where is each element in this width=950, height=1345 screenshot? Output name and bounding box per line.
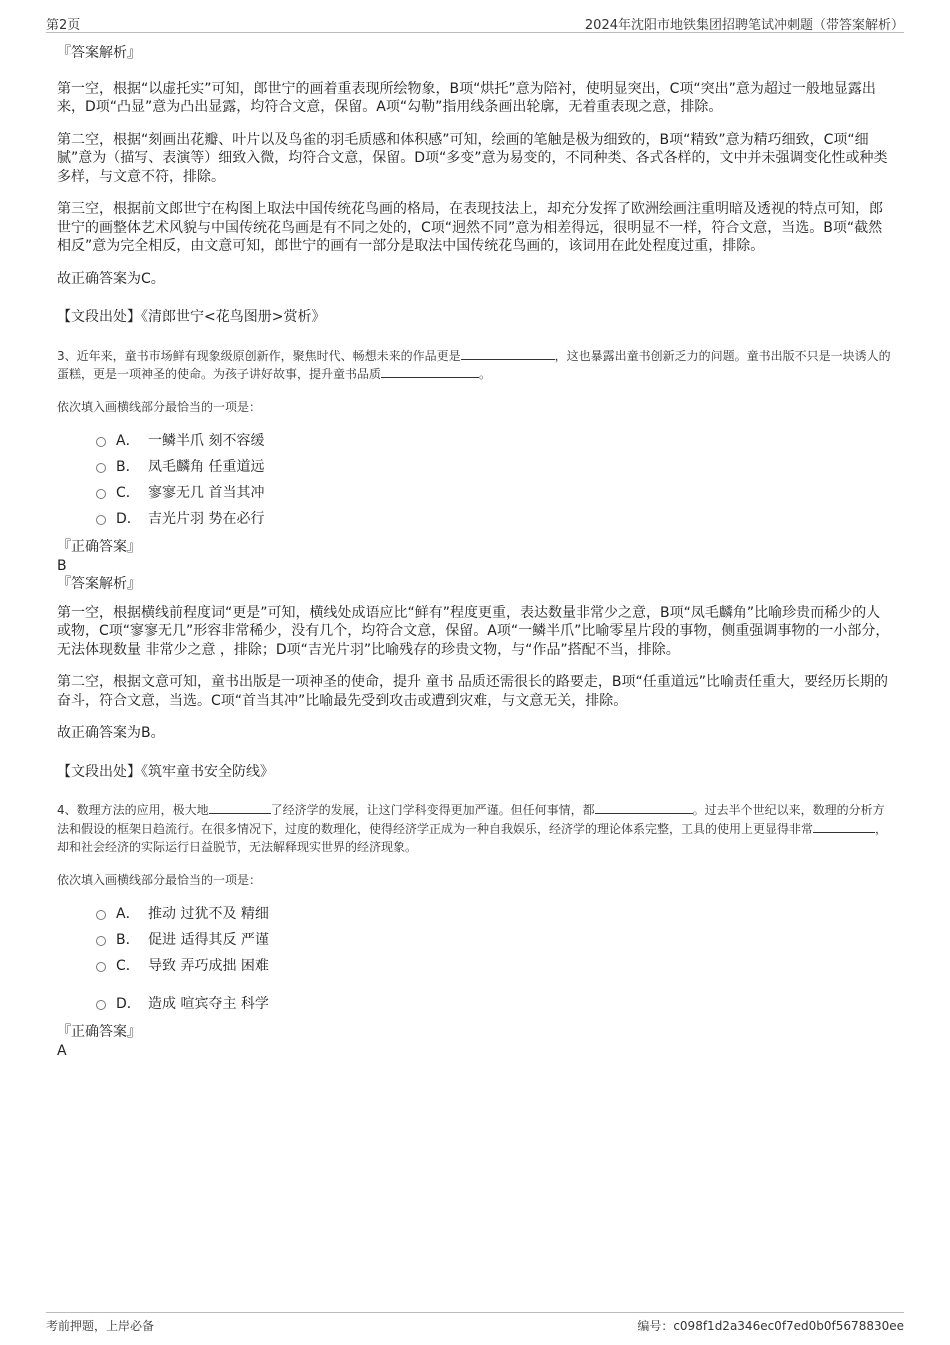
q3-stem: [57, 347, 893, 384]
option-text: 寥寥无几 首当其冲: [148, 485, 265, 501]
option-text: 凤毛麟角 任重道远: [148, 459, 265, 475]
q4-stem-part: 了经济学的发展，让这门学科变得更加严谨。但任何事情，都: [270, 803, 595, 817]
q3-option-b[interactable]: [96, 458, 893, 476]
q4-answer-label: 『正确答案』: [57, 1024, 141, 1040]
q4-answer: A: [57, 1042, 67, 1059]
page-header: [46, 12, 904, 33]
option-text: 导致 弄巧成拙 困难: [148, 958, 269, 974]
document-code: 编号：c098f1d2a346ec0f7ed0b0f5678830ee: [637, 1319, 904, 1333]
option-letter: C．: [116, 958, 140, 974]
q3-source: 【文段出处】《筑牢童书安全防线》: [57, 763, 274, 780]
option-letter: B．: [116, 459, 140, 475]
q2-conclusion: 故正确答案为C。: [57, 270, 165, 287]
q2-analysis-p1: 第一空，根据“以虚托实”可知，郎世宁的画着重表现所绘物象，B项“烘托”意为陪衬，使明显突出，C项“突出”意为超过一般地显露出来，D项“凸显”意为凸出显露，均符合文意，保留。A项“勾勒”指用线条画出轮廓，无着重表现之意，排除。: [57, 80, 876, 115]
document-title: 2024年沈阳市地铁集团招聘笔试冲刺题（带答案解析）: [584, 18, 904, 33]
option-text: 吉光片羽 势在必行: [148, 511, 265, 527]
radio-icon[interactable]: [96, 962, 106, 972]
q4-stem-part: ，却和社会经济的实际运行日益脱节，无法解释现实世界的经济现象。: [57, 821, 888, 854]
q4-prompt: 依次填入画横线部分最恰当的一项是：: [57, 872, 262, 887]
q3-prompt: 依次填入画横线部分最恰当的一项是：: [57, 399, 262, 414]
q4-blank-3: [813, 820, 875, 833]
q4-option-d[interactable]: [96, 995, 893, 1013]
q3-analysis-p2: 第二空，根据文意可知，童书出版是一项神圣的使命，提升 童书 品质还需很长的路要走，B项“任重道远”比喻责任重大，要经历长期的奋斗，符合文意，当选。C项“首当其冲”比喻最先受到攻击或遭到灾难，与文意无关，排除。: [57, 674, 889, 709]
option-text: 造成 喧宾夺主 科学: [148, 996, 269, 1012]
q4-stem: [57, 801, 893, 857]
option-letter: D．: [116, 511, 141, 527]
radio-icon[interactable]: [96, 437, 106, 447]
q3-analysis-p1: 第一空，根据横线前程度词“更是”可知，横线处成语应比“鲜有”程度更重，表达数量非常少之意，B项“凤毛麟角”比喻珍贵而稀少的人或物，C项“寥寥无几”形容非常稀少，没有几个，均符合文意，保留。A项“一鳞半爪”比喻零星片段的事物，侧重强调事物的一小部分，无法体现数量 非常少之意 ，排除；D项“吉光片羽”比喻残存的珍贵文物，与“作品”搭配不当，排除。: [57, 604, 890, 658]
q3-blank-1: [461, 347, 555, 360]
document-body: [57, 44, 893, 1060]
option-letter: C．: [116, 485, 140, 501]
option-letter: A．: [116, 906, 140, 922]
q3-conclusion: 故正确答案为B。: [57, 725, 165, 741]
option-text: 一鳞半爪 刻不容缓: [148, 433, 265, 449]
footer-motto: 考前押题，上岸必备: [46, 1319, 155, 1333]
option-letter: D．: [116, 996, 141, 1012]
option-letter: A．: [116, 433, 140, 449]
radio-icon[interactable]: [96, 1000, 106, 1010]
q3-option-d[interactable]: [96, 510, 893, 528]
q3-analysis-label: 『答案解析』: [57, 576, 141, 592]
q3-answer: B: [57, 557, 67, 574]
q3-option-c[interactable]: [96, 484, 893, 502]
q4-stem-part: 4、数理方法的应用，极大地: [57, 803, 209, 817]
q3-answer-label: 『正确答案』: [57, 539, 141, 555]
radio-icon[interactable]: [96, 936, 106, 946]
radio-icon[interactable]: [96, 489, 106, 499]
q2-analysis-p3: 第三空，根据前文郎世宁在构图上取法中国传统花鸟画的格局，在表现技法上，却充分发挥了欧洲绘画注重明暗及透视的特点可知，郎世宁的画整体艺术风貌与中国传统花鸟画是有不同之处的，C项“迥然不同”意为相差得远，很明显不一样，符合文意，当选。B项“截然相反”意为完全相反，由文意可知，郎世宁的画有一部分是取法中国传统花鸟画的，该词用在此处程度过重，排除。: [57, 201, 883, 254]
q2-analysis-p2: 第二空，根据“刻画出花瓣、叶片以及鸟雀的羽毛质感和体积感”可知，绘画的笔触是极为细致的，B项“精致”意为精巧细致，C项“细腻”意为（描写、表演等）细致入微，均符合文意，保留。D项“多变”意为易变的，不同种类、各式各样的，文中并未强调变化性或种类多样，与文意不符，排除。: [57, 131, 888, 185]
q4-blank-1: [209, 801, 271, 814]
option-letter: B．: [116, 932, 140, 948]
q2-source: 【文段出处】《清郎世宁<花鸟图册>赏析》: [57, 309, 326, 325]
page-footer: [46, 1312, 904, 1337]
q3-stem-part: ，这也暴露出童书创新乏力的问题。童书出版不只是一块诱人的蛋糕，更是一项神圣的使命。为孩子讲好故事，提升童书品质: [57, 348, 891, 381]
q4-option-b[interactable]: [96, 931, 893, 949]
q3-stem-part: 3、近年来，童书市场鲜有现象级原创新作，聚焦时代、畅想未来的作品更是: [57, 348, 461, 363]
option-text: 推动 过犹不及 精细: [148, 906, 269, 922]
q4-option-a[interactable]: [96, 905, 893, 923]
q4-option-c[interactable]: [96, 957, 893, 975]
q4-stem-part: 。过去半个世纪以来，数理的分析方法和假设的框架日趋流行。在很多情况下，过度的数理化，使得经济学正成为一种自我娱乐，经济学的理论体系完整，工具的使用上更显得非常: [57, 803, 885, 836]
radio-icon[interactable]: [96, 910, 106, 920]
radio-icon[interactable]: [96, 515, 106, 525]
q3-blank-2: [381, 365, 479, 378]
option-text: 促进 适得其反 严谨: [148, 932, 269, 948]
q3-option-a[interactable]: [96, 432, 893, 450]
q2-analysis-label: 『答案解析』: [57, 45, 141, 61]
q4-blank-2: [595, 801, 693, 814]
q3-stem-part: 。: [479, 367, 492, 381]
page-number: 第2页: [46, 18, 81, 33]
radio-icon[interactable]: [96, 463, 106, 473]
